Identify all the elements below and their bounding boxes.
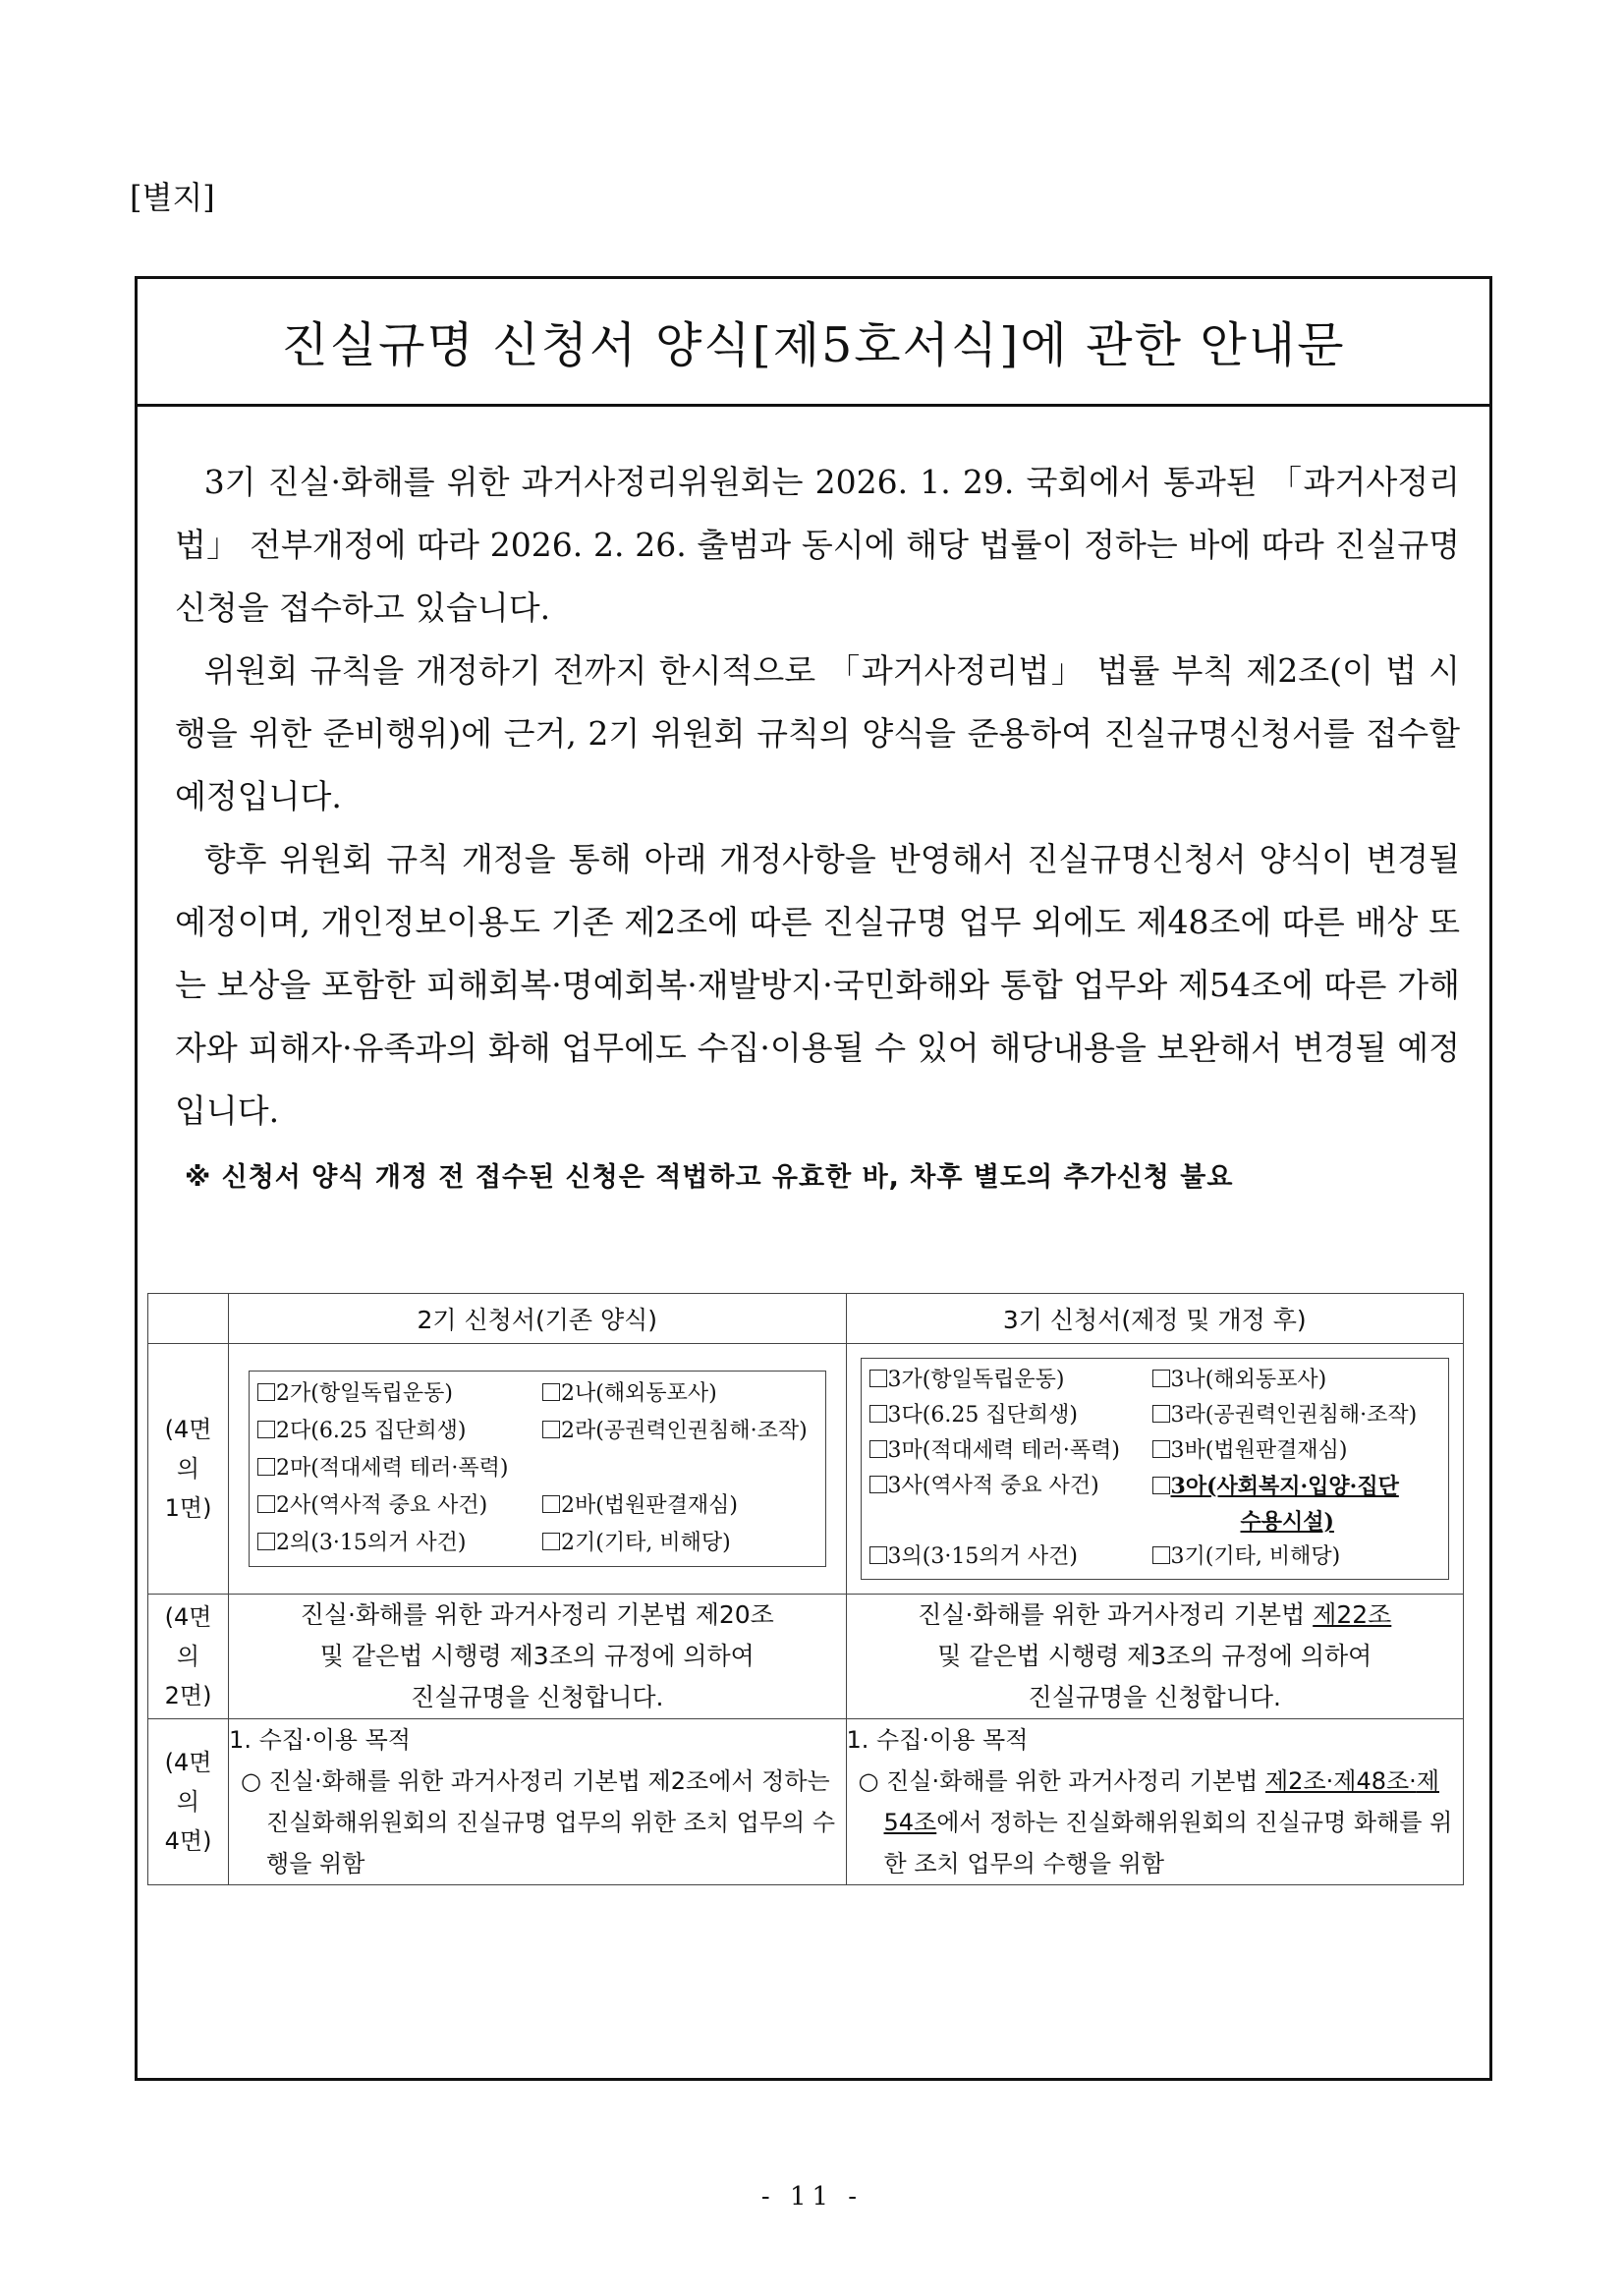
category-item: 2마(적대세력 테러·폭력) — [257, 1450, 816, 1487]
checkbox-icon — [1152, 1477, 1170, 1494]
paragraph-2: 위원회 규칙을 개정하기 전까지 한시적으로 「과거사정리법」 법률 부칙 제2조(이 법 시행을 위한 준비행위)에 근거, 2기 위원회 규칙의 양식을 준용하여 진실규명신청서를 접수할 예정입니다. — [175, 651, 1460, 815]
page-number: - 11 - — [760, 2182, 864, 2212]
header-2nd-form: 2기 신청서(기존 양식) — [229, 1294, 846, 1344]
checkbox-icon — [1152, 1440, 1170, 1458]
row-label-page4: (4면 의 4면) — [148, 1719, 229, 1885]
category-item: 2나(해외동포사) — [542, 1375, 816, 1413]
notice-body — [175, 451, 1460, 1194]
checkbox-icon — [869, 1440, 887, 1458]
category-item-new: 3아(사회복지·입양·집단 — [1152, 1469, 1440, 1504]
category-item-new-cont: 수용시설) — [1240, 1509, 1334, 1535]
category-item: 2가(항일독립운동) — [257, 1375, 542, 1413]
category-item: 2사(역사적 중요 사건) — [257, 1487, 542, 1525]
notice-frame — [135, 276, 1492, 2081]
category-item: 3바(법원판결재심) — [1152, 1433, 1440, 1469]
category-item: 2기(기타, 비해당) — [542, 1525, 816, 1562]
checkbox-icon — [869, 1476, 887, 1493]
category-item: 3의(3·15의거 사건) — [869, 1540, 1152, 1575]
category-item: 3다(6.25 집단희생) — [869, 1398, 1152, 1433]
checkbox-icon — [1152, 1370, 1170, 1387]
header-3rd-form: 3기 신청서(제정 및 개정 후) — [846, 1294, 1463, 1344]
row-label-page1: (4면 의 1면) — [148, 1344, 229, 1595]
category-item: 2라(공권력인권침해·조작) — [542, 1413, 816, 1450]
checkbox-icon — [1152, 1546, 1170, 1564]
corner-cell — [148, 1294, 229, 1344]
category-item: 2다(6.25 집단희생) — [257, 1413, 542, 1450]
category-item: 3기(기타, 비해당) — [1152, 1540, 1440, 1575]
checkbox-icon — [1152, 1405, 1170, 1423]
checkbox-icon — [542, 1533, 560, 1550]
spacer — [869, 1504, 1152, 1540]
checkbox-icon — [257, 1533, 275, 1550]
checkbox-icon — [257, 1421, 275, 1438]
checkbox-icon — [869, 1405, 887, 1423]
comparison-table — [147, 1293, 1464, 1885]
categories-2nd-cell — [229, 1344, 846, 1595]
categories-3rd-cell — [846, 1344, 1463, 1595]
checkbox-icon — [869, 1370, 887, 1387]
category-item: 3마(적대세력 테러·폭력) — [869, 1433, 1152, 1469]
category-item: 3나(해외동포사) — [1152, 1363, 1440, 1398]
checkbox-icon — [542, 1495, 560, 1513]
notice-title: 진실규명 신청서 양식[제5호서식]에 관한 안내문 — [138, 279, 1489, 407]
checkbox-icon — [257, 1458, 275, 1476]
checkbox-icon — [542, 1383, 560, 1401]
paragraph-3: 향후 위원회 규칙 개정을 통해 아래 개정사항을 반영해서 진실규명신청서 양식이 변경될 예정이며, 개인정보이용도 기존 제2조에 따른 진실규명 업무 외에도 제48조에 따른 배상 또는 보상을 포함한 피해회복·명예회복·재발방지·국민화해와 통합 업무와 제54조에 따른 가해자와 피해자·유족과의 화해 업무에도 수집·이용될 수 있어 해당내용을 보완해서 변경될 예정입니다. — [175, 840, 1460, 1130]
paragraph-1: 3기 진실·화해를 위한 과거사정리위원회는 2026. 1. 29. 국회에서 통과된 「과거사정리법」 전부개정에 따라 2026. 2. 26. 출범과 동시에 해당 법률이 정하는 바에 따라 진실규명신청을 접수하고 있습니다. — [175, 463, 1460, 627]
category-item: 2바(법원판결재심) — [542, 1487, 816, 1525]
categories-3rd-box — [861, 1358, 1449, 1580]
page-label: [별지] — [130, 179, 215, 216]
category-item: 3사(역사적 중요 사건) — [869, 1469, 1152, 1504]
checkbox-icon — [257, 1383, 275, 1401]
checkbox-icon — [542, 1421, 560, 1438]
purpose-3rd: 1. 수집·이용 목적 ○ 진실·화해를 위한 과거사정리 기본법 제2조·제48조·제54조에서 정하는 진실화해위원회의 진실규명 화해를 위한 조치 업무의 수행을 위함 — [846, 1719, 1463, 1885]
application-text-3rd: 진실·화해를 위한 과거사정리 기본법 제22조 및 같은법 시행령 제3조의 규정에 의하여 진실규명을 신청합니다. — [846, 1595, 1463, 1719]
checkbox-icon — [257, 1495, 275, 1513]
checkbox-icon — [869, 1546, 887, 1564]
purpose-2nd: 1. 수집·이용 목적 ○ 진실·화해를 위한 과거사정리 기본법 제2조에서 정하는 진실화해위원회의 진실규명 업무의 위한 조치 업무의 수행을 위함 — [229, 1719, 846, 1885]
notice-note: ※ 신청서 양식 개정 전 접수된 신청은 적법하고 유효한 바, 차후 별도의 추가신청 불요 — [185, 1162, 1234, 1193]
category-item: 3라(공권력인권침해·조작) — [1152, 1398, 1440, 1433]
category-item: 3가(항일독립운동) — [869, 1363, 1152, 1398]
category-item: 2의(3·15의거 사건) — [257, 1525, 542, 1562]
application-text-2nd: 진실·화해를 위한 과거사정리 기본법 제20조 및 같은법 시행령 제3조의 규정에 의하여 진실규명을 신청합니다. — [229, 1595, 846, 1719]
row-label-page2: (4면 의 2면) — [148, 1595, 229, 1719]
categories-2nd-box — [249, 1371, 825, 1567]
